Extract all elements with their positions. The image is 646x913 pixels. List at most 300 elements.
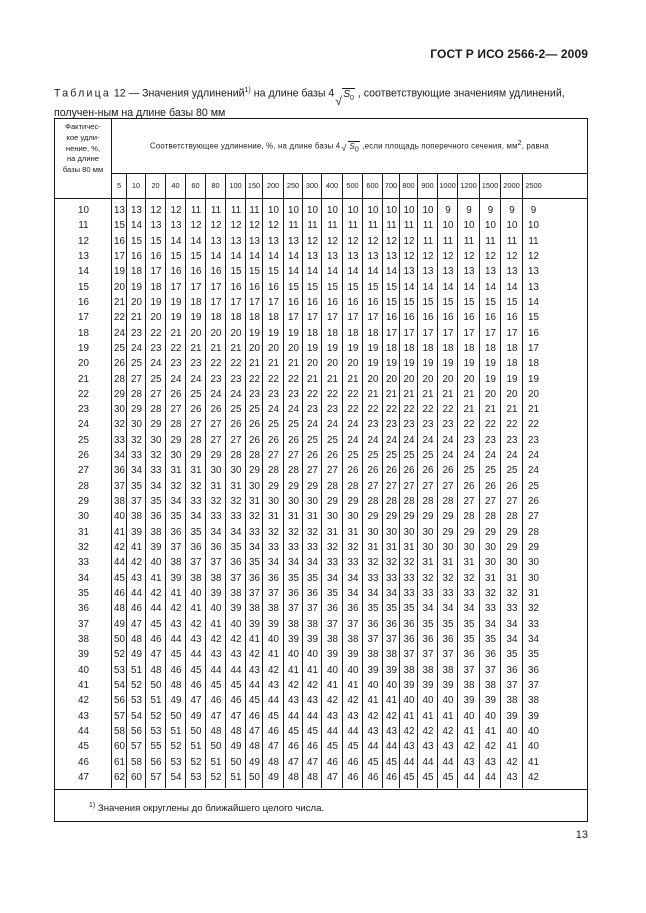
value-cell: 27 xyxy=(210,434,222,446)
first-header-line: базы 80 мм xyxy=(62,165,104,175)
value-cell: 46 xyxy=(150,633,162,645)
value-cell: 24 xyxy=(288,404,299,416)
elongation-80mm-cell: 19 xyxy=(78,342,89,354)
value-cell: 29 xyxy=(170,434,182,446)
value-cell: 56 xyxy=(114,695,125,707)
value-cell: 10 xyxy=(307,205,318,216)
value-cell: 30 xyxy=(506,557,518,569)
value-cell: 30 xyxy=(131,419,142,431)
value-cell: 11 xyxy=(230,205,242,216)
area-header-cell: 5 xyxy=(112,174,127,198)
value-cell: 57 xyxy=(114,710,125,722)
value-cell: 18 xyxy=(307,327,318,339)
area-header-cell: 250 xyxy=(284,174,303,198)
value-cell: 17 xyxy=(288,312,299,324)
elongation-80mm-cell: 34 xyxy=(78,572,89,584)
value-cell: 15 xyxy=(442,296,454,308)
value-cell: 36 xyxy=(528,664,539,676)
value-cell: 13 xyxy=(403,266,415,278)
value-cell: 31 xyxy=(190,465,202,477)
value-cell: 36 xyxy=(506,664,518,676)
area-header-cell: 1000 xyxy=(438,174,458,198)
value-cell: 38 xyxy=(327,633,338,645)
value-cell: 24 xyxy=(114,327,125,339)
table-row xyxy=(55,617,587,632)
value-cell: 34 xyxy=(230,526,242,538)
value-cell: 30 xyxy=(485,542,496,554)
value-cell: 38 xyxy=(230,588,242,599)
value-cell: 46 xyxy=(114,588,125,599)
value-cell: 44 xyxy=(230,664,242,676)
value-cell: 30 xyxy=(528,557,539,569)
value-cell: 48 xyxy=(131,633,142,645)
value-cell: 14 xyxy=(307,266,318,278)
value-cell: 39 xyxy=(506,710,518,722)
value-cell: 35 xyxy=(485,633,496,645)
value-cell: 31 xyxy=(307,511,318,523)
value-cell: 46 xyxy=(307,741,318,753)
value-cell: 34 xyxy=(463,603,475,615)
value-cell: 14 xyxy=(327,266,338,278)
value-cell: 27 xyxy=(210,419,222,431)
value-cell: 31 xyxy=(268,511,279,523)
value-cell: 10 xyxy=(528,220,539,232)
value-cell: 31 xyxy=(210,480,222,492)
value-cell: 15 xyxy=(422,296,434,308)
value-cell: 12 xyxy=(463,250,475,262)
value-cell: 20 xyxy=(485,388,496,400)
value-cell: 21 xyxy=(367,388,379,400)
value-cell: 18 xyxy=(327,327,338,339)
value-cell: 35 xyxy=(463,633,475,645)
value-cell: 33 xyxy=(367,572,379,584)
value-cell: 11 xyxy=(528,235,539,247)
elongation-80mm-cell: 13 xyxy=(78,250,89,262)
value-cell: 32 xyxy=(506,588,518,599)
value-cell: 32 xyxy=(131,434,142,446)
value-cell: 11 xyxy=(347,220,359,232)
value-cell: 56 xyxy=(150,756,162,768)
table-row xyxy=(55,356,587,371)
caption-footnote-mark: 1) xyxy=(244,87,251,94)
value-cell: 43 xyxy=(367,725,379,737)
value-cell: 30 xyxy=(485,557,496,569)
elongation-80mm-cell: 16 xyxy=(78,296,89,308)
value-cell: 10 xyxy=(347,205,359,216)
value-cell: 18 xyxy=(485,342,496,354)
value-cell: 12 xyxy=(485,250,496,262)
value-cell: 26 xyxy=(268,434,279,446)
value-cell: 23 xyxy=(268,388,279,400)
value-cell: 34 xyxy=(485,618,496,630)
value-cell: 37 xyxy=(210,557,222,569)
table-row xyxy=(55,770,587,785)
table-row xyxy=(55,372,587,387)
value-cell: 28 xyxy=(403,496,415,508)
table-row xyxy=(55,540,587,555)
value-cell: 34 xyxy=(210,526,222,538)
value-cell: 18 xyxy=(386,342,397,354)
value-cell: 20 xyxy=(327,358,338,370)
footnote-text: Значения округлены до ближайшего целого числа. xyxy=(95,803,325,815)
table-row xyxy=(55,525,587,540)
value-cell: 21 xyxy=(528,404,539,416)
value-cell: 12 xyxy=(403,250,415,262)
value-cell: 16 xyxy=(307,296,318,308)
value-cell: 22 xyxy=(506,419,518,431)
value-cell: 13 xyxy=(327,250,338,262)
value-cell: 44 xyxy=(442,756,454,768)
elongation-80mm-cell: 20 xyxy=(78,358,89,370)
value-cell: 52 xyxy=(190,756,202,768)
value-cell: 30 xyxy=(422,526,434,538)
value-cell: 34 xyxy=(347,572,359,584)
value-cell: 45 xyxy=(403,771,415,783)
value-cell: 32 xyxy=(230,496,242,508)
area-header-cell: 500 xyxy=(343,174,363,198)
value-cell: 15 xyxy=(485,296,496,308)
value-cell: 26 xyxy=(114,358,125,370)
value-cell: 19 xyxy=(327,342,338,354)
value-cell: 29 xyxy=(288,480,299,492)
value-cell: 44 xyxy=(131,588,142,599)
value-cell: 42 xyxy=(114,542,125,554)
value-cell: 38 xyxy=(347,633,359,645)
value-cell: 21 xyxy=(403,388,415,400)
table-row xyxy=(55,326,587,341)
value-cell: 15 xyxy=(230,266,242,278)
value-cell: 14 xyxy=(288,250,299,262)
area-header-cell: 10 xyxy=(127,174,146,198)
value-cell: 27 xyxy=(463,496,475,508)
value-cell: 41 xyxy=(347,679,359,691)
value-cell: 28 xyxy=(288,465,299,477)
value-cell: 47 xyxy=(131,618,142,630)
value-cell: 20 xyxy=(249,342,260,354)
value-cell: 13 xyxy=(307,250,318,262)
span-sqrt-radicand-sub: 0 xyxy=(354,146,359,154)
table-row xyxy=(55,433,587,448)
value-cell: 32 xyxy=(249,511,260,523)
value-cell: 23 xyxy=(210,373,222,385)
value-cell: 44 xyxy=(485,771,496,783)
value-cell: 40 xyxy=(327,664,338,676)
value-cell: 22 xyxy=(485,419,496,431)
value-cell: 38 xyxy=(249,603,260,615)
value-cell: 21 xyxy=(347,373,359,385)
value-cell: 55 xyxy=(150,741,162,753)
value-cell: 43 xyxy=(403,741,415,753)
value-cell: 57 xyxy=(131,741,142,753)
value-cell: 33 xyxy=(403,572,415,584)
value-cell: 21 xyxy=(131,312,142,324)
value-cell: 44 xyxy=(288,710,299,722)
value-cell: 36 xyxy=(485,649,496,661)
value-cell: 43 xyxy=(288,695,299,707)
value-cell: 53 xyxy=(190,771,202,783)
value-cell: 26 xyxy=(170,388,182,400)
value-cell: 38 xyxy=(170,557,182,569)
first-header-line: на длине xyxy=(66,154,100,164)
value-cell: 13 xyxy=(288,235,299,247)
value-cell: 24 xyxy=(367,434,379,446)
value-cell: 11 xyxy=(367,220,379,232)
value-cell: 19 xyxy=(131,281,142,293)
value-cell: 33 xyxy=(190,496,202,508)
value-cell: 31 xyxy=(463,557,475,569)
value-cell: 39 xyxy=(422,679,434,691)
value-cell: 47 xyxy=(210,710,222,722)
first-header-line: нение, %, xyxy=(65,143,101,153)
value-cell: 38 xyxy=(506,695,518,707)
value-cell: 42 xyxy=(347,695,359,707)
value-cell: 12 xyxy=(249,220,260,232)
value-cell: 38 xyxy=(485,679,496,691)
value-cell: 37 xyxy=(528,679,539,691)
elongation-80mm-cell: 39 xyxy=(78,649,89,661)
value-cell: 31 xyxy=(422,557,434,569)
value-cell: 10 xyxy=(288,205,299,216)
value-cell: 14 xyxy=(403,281,415,293)
value-cell: 23 xyxy=(131,327,142,339)
value-cell: 24 xyxy=(230,388,242,400)
value-cell: 20 xyxy=(422,373,434,385)
value-cell: 23 xyxy=(327,404,338,416)
value-cell: 25 xyxy=(403,450,415,462)
value-cell: 51 xyxy=(131,664,142,676)
value-cell: 35 xyxy=(386,603,397,615)
value-cell: 35 xyxy=(367,603,379,615)
value-cell: 14 xyxy=(386,266,397,278)
value-cell: 16 xyxy=(230,281,242,293)
value-cell: 29 xyxy=(131,404,142,416)
value-cell: 33 xyxy=(307,542,318,554)
value-cell: 21 xyxy=(463,404,475,416)
value-cell: 37 xyxy=(170,542,182,554)
value-cell: 12 xyxy=(268,220,279,232)
elongation-80mm-cell: 36 xyxy=(78,603,89,615)
value-cell: 41 xyxy=(268,649,279,661)
value-cell: 14 xyxy=(506,281,518,293)
value-cell: 30 xyxy=(288,496,299,508)
elongation-80mm-cell: 45 xyxy=(78,741,89,753)
value-cell: 37 xyxy=(249,588,260,599)
value-cell: 31 xyxy=(327,526,338,538)
value-cell: 14 xyxy=(485,281,496,293)
table-row xyxy=(55,463,587,478)
value-cell: 36 xyxy=(268,572,279,584)
value-cell: 15 xyxy=(327,281,338,293)
value-cell: 60 xyxy=(114,741,125,753)
value-cell: 23 xyxy=(150,342,162,354)
value-cell: 26 xyxy=(210,404,222,416)
value-cell: 22 xyxy=(528,419,539,431)
value-cell: 45 xyxy=(288,725,299,737)
area-header-cell: 600 xyxy=(363,174,383,198)
table-row xyxy=(55,601,587,616)
value-cell: 45 xyxy=(249,695,260,707)
value-cell: 45 xyxy=(422,771,434,783)
table-row xyxy=(55,264,587,279)
value-cell: 46 xyxy=(288,741,299,753)
value-cell: 37 xyxy=(288,603,299,615)
value-cell: 24 xyxy=(170,373,182,385)
value-cell: 34 xyxy=(442,603,454,615)
value-cell: 53 xyxy=(170,756,182,768)
value-cell: 36 xyxy=(170,526,182,538)
value-cell: 44 xyxy=(422,756,434,768)
value-cell: 25 xyxy=(150,373,162,385)
value-cell: 36 xyxy=(150,511,162,523)
value-cell: 43 xyxy=(422,741,434,753)
value-cell: 62 xyxy=(114,771,125,783)
value-cell: 38 xyxy=(367,649,379,661)
value-cell: 44 xyxy=(307,710,318,722)
value-cell: 17 xyxy=(463,327,475,339)
value-cell: 16 xyxy=(170,266,182,278)
value-cell: 33 xyxy=(268,542,279,554)
value-cell: 36 xyxy=(230,557,242,569)
value-cell: 24 xyxy=(131,342,142,354)
value-cell: 41 xyxy=(170,588,182,599)
table-row xyxy=(55,555,587,570)
value-cell: 33 xyxy=(386,572,397,584)
value-cell: 13 xyxy=(386,250,397,262)
value-cell: 31 xyxy=(506,572,518,584)
value-cell: 40 xyxy=(422,695,434,707)
value-cell: 13 xyxy=(528,266,539,278)
value-cell: 12 xyxy=(403,235,415,247)
value-cell: 42 xyxy=(386,710,397,722)
value-cell: 43 xyxy=(386,725,397,737)
value-cell: 39 xyxy=(327,649,338,661)
value-cell: 27 xyxy=(506,496,518,508)
value-cell: 41 xyxy=(422,710,434,722)
value-cell: 13 xyxy=(463,266,475,278)
value-cell: 26 xyxy=(463,480,475,492)
value-cell: 35 xyxy=(422,618,434,630)
value-cell: 36 xyxy=(307,588,318,599)
value-cell: 31 xyxy=(442,557,454,569)
value-cell: 12 xyxy=(442,250,454,262)
value-cell: 10 xyxy=(463,220,475,232)
sqrt-sign-icon: √ xyxy=(335,93,342,108)
value-cell: 11 xyxy=(210,205,222,216)
value-cell: 26 xyxy=(249,434,260,446)
value-cell: 19 xyxy=(422,358,434,370)
elongation-80mm-cell: 33 xyxy=(78,557,89,569)
value-cell: 35 xyxy=(131,480,142,492)
elongation-80mm-cell: 28 xyxy=(78,480,89,492)
area-header-cell: 400 xyxy=(322,174,343,198)
value-cell: 41 xyxy=(210,618,222,630)
value-cell: 19 xyxy=(367,358,379,370)
value-cell: 19 xyxy=(506,373,518,385)
value-cell: 54 xyxy=(114,679,125,691)
value-cell: 48 xyxy=(268,756,279,768)
value-cell: 29 xyxy=(190,450,202,462)
value-cell: 14 xyxy=(442,281,454,293)
value-cell: 29 xyxy=(367,511,379,523)
value-cell: 26 xyxy=(528,496,539,508)
value-cell: 9 xyxy=(509,205,515,216)
value-cell: 39 xyxy=(528,710,539,722)
value-cell: 20 xyxy=(307,358,318,370)
value-cell: 31 xyxy=(249,496,260,508)
value-cell: 41 xyxy=(307,664,318,676)
value-cell: 30 xyxy=(347,511,359,523)
value-cell: 16 xyxy=(386,312,397,324)
value-cell: 28 xyxy=(386,496,397,508)
value-cell: 26 xyxy=(249,419,260,431)
value-cell: 14 xyxy=(170,235,182,247)
value-cell: 22 xyxy=(150,327,162,339)
value-cell: 40 xyxy=(230,618,242,630)
value-cell: 48 xyxy=(210,725,222,737)
value-cell: 53 xyxy=(150,725,162,737)
value-cell: 45 xyxy=(210,679,222,691)
value-cell: 21 xyxy=(249,358,260,370)
value-cell: 26 xyxy=(190,404,202,416)
elongation-80mm-cell: 32 xyxy=(78,542,89,554)
value-cell: 26 xyxy=(367,465,379,477)
value-cell: 29 xyxy=(442,511,454,523)
value-cell: 17 xyxy=(170,281,182,293)
value-cell: 43 xyxy=(463,756,475,768)
value-cell: 25 xyxy=(506,465,518,477)
value-cell: 24 xyxy=(190,373,202,385)
value-cell: 15 xyxy=(347,281,359,293)
value-cell: 32 xyxy=(463,572,475,584)
value-cell: 30 xyxy=(403,526,415,538)
value-cell: 51 xyxy=(210,756,222,768)
value-cell: 20 xyxy=(347,358,359,370)
value-cell: 44 xyxy=(150,603,162,615)
value-cell: 17 xyxy=(230,296,242,308)
value-cell: 32 xyxy=(367,557,379,569)
value-cell: 12 xyxy=(190,220,202,232)
value-cell: 19 xyxy=(347,342,359,354)
value-cell: 17 xyxy=(249,296,260,308)
value-cell: 38 xyxy=(307,618,318,630)
value-cell: 30 xyxy=(249,480,260,492)
value-cell: 44 xyxy=(403,756,415,768)
value-cell: 43 xyxy=(230,649,242,661)
value-cell: 27 xyxy=(190,419,202,431)
value-cell: 42 xyxy=(190,618,202,630)
value-cell: 39 xyxy=(386,664,397,676)
value-cell: 38 xyxy=(386,649,397,661)
value-cell: 20 xyxy=(506,388,518,400)
value-cell: 40 xyxy=(403,695,415,707)
elongation-80mm-cell: 43 xyxy=(78,710,89,722)
value-cell: 42 xyxy=(442,725,454,737)
value-cell: 14 xyxy=(268,250,279,262)
value-cell: 37 xyxy=(268,588,279,599)
value-cell: 44 xyxy=(190,649,202,661)
value-cell: 14 xyxy=(230,250,242,262)
value-cell: 38 xyxy=(422,664,434,676)
value-cell: 49 xyxy=(230,741,242,753)
table-row xyxy=(55,402,587,417)
value-cell: 31 xyxy=(367,542,379,554)
value-cell: 20 xyxy=(230,327,242,339)
value-cell: 33 xyxy=(131,450,142,462)
value-cell: 39 xyxy=(150,542,162,554)
value-cell: 38 xyxy=(150,526,162,538)
value-cell: 47 xyxy=(307,756,318,768)
value-cell: 15 xyxy=(528,312,539,324)
